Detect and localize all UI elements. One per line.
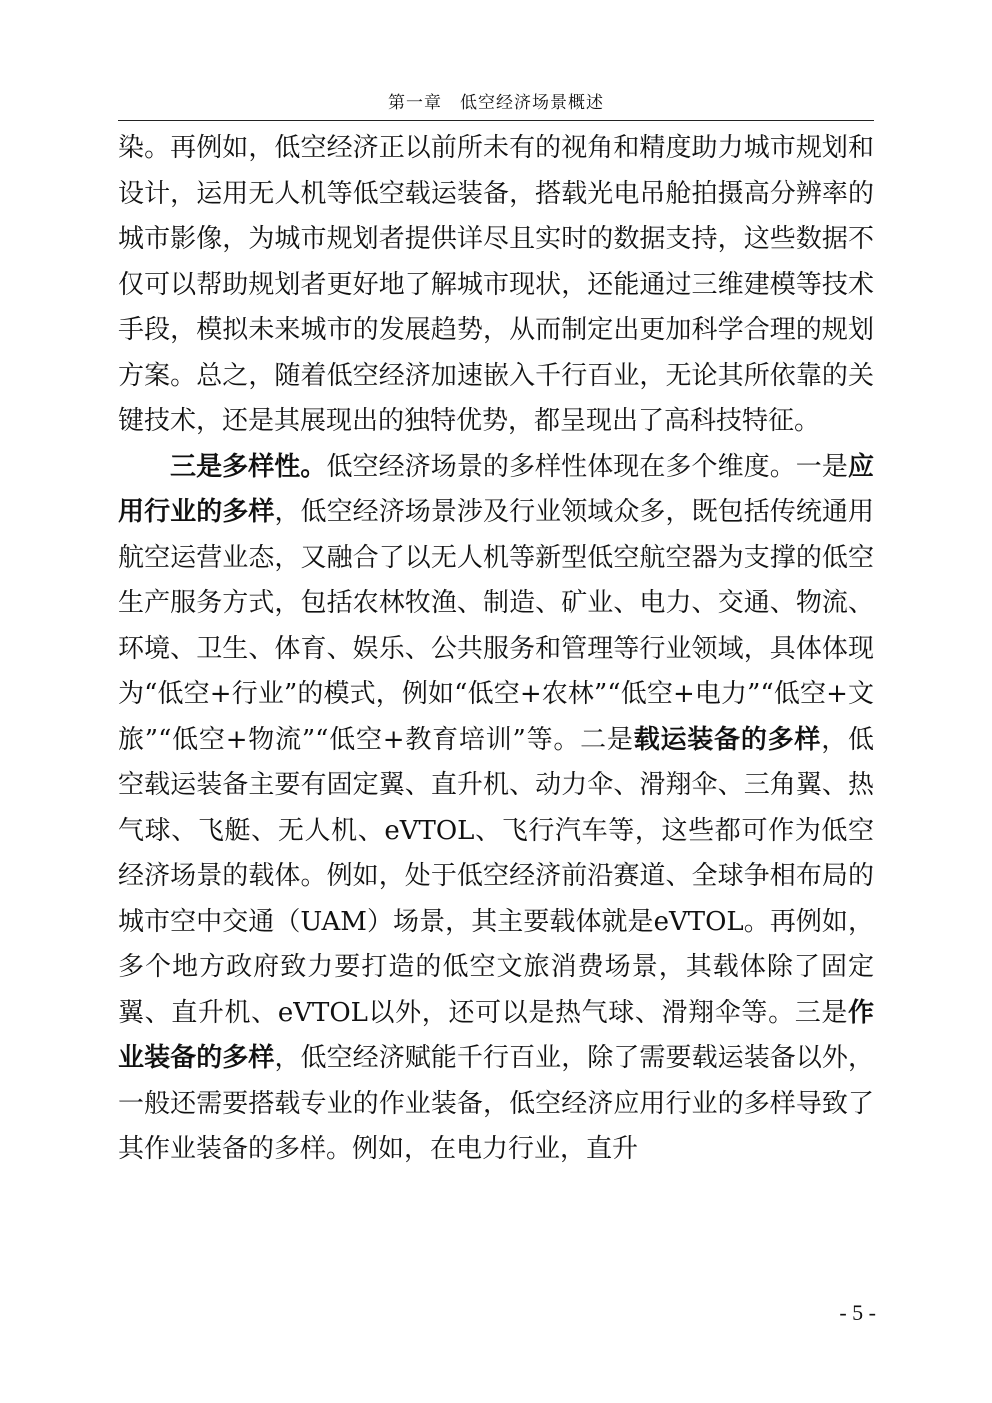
paragraph-1: 染。再例如，低空经济正以前所未有的视角和精度助力城市规划和设计，运用无人机等低空载运装备，搭载光电吊舱拍摄高分辨率的城市影像，为城市规划者提供详尽且实时的数据支持，这些数据不仅可以帮助规划者更好地了解城市现状，还能通过三维建模等技术手段，模拟未来城市的发展趋势，从而制定出更加科学合理的规划方案。总之，随着低空经济加速嵌入千行百业，无论其所依靠的关键技术，还是其展现出的独特优势，都呈现出了高科技特征。 bbox=[118, 133, 874, 436]
emphasis-carrier-diversity: 载运装备的多样 bbox=[633, 724, 822, 755]
page-number: - 5 - bbox=[839, 1300, 876, 1325]
emphasis-industry-diversity: 应用行业的多样 bbox=[118, 451, 874, 527]
body-text bbox=[118, 126, 874, 1173]
emphasis-equipment-diversity: 作业装备的多样 bbox=[118, 997, 874, 1073]
paragraph-2-text-3: ，低空载运装备主要有固定翼、直升机、动力伞、滑翔伞、三角翼、热气球、飞艇、无人机、eVTOL、飞行汽车等，这些都可作为低空经济场景的载体。例如，处于低空经济前沿赛道、全球争相布局的城市空中交通（UAM）场景，其主要载体就是eVTOL。再例如，多个地方政府致力要打造的低空文旅消费场景，其载体除了固定翼、直升机、eVTOL以外，还可以是热气球、滑翔伞等。三是 bbox=[118, 724, 874, 1028]
paragraph-2 bbox=[118, 445, 874, 1173]
header-divider bbox=[118, 120, 874, 121]
paragraph-2-text-2: ，低空经济场景涉及行业领域众多，既包括传统通用航空运营业态，又融合了以无人机等新型低空航空器为支撑的低空生产服务方式，包括农林牧渔、制造、矿业、电力、交通、物流、环境、卫生、体育、娱乐、公共服务和管理等行业领域，具体体现为“低空+行业”的模式，例如“低空+农林”“低空+电力”“低空+文旅”“低空+物流”“低空+教育培训”等。二是 bbox=[118, 497, 874, 755]
paragraph-2-text-4: ，低空经济赋能千行百业，除了需要载运装备以外，一般还需要搭载专业的作业装备，低空经济应用行业的多样导致了其作业装备的多样。例如，在电力行业，直升 bbox=[118, 1043, 874, 1164]
heading-diversity: 三是多样性。 bbox=[170, 451, 327, 482]
running-header: 第一章 低空经济场景概述 bbox=[388, 93, 604, 113]
paragraph-2-text-1: 低空经济场景的多样性体现在多个维度。一是 bbox=[326, 451, 848, 482]
